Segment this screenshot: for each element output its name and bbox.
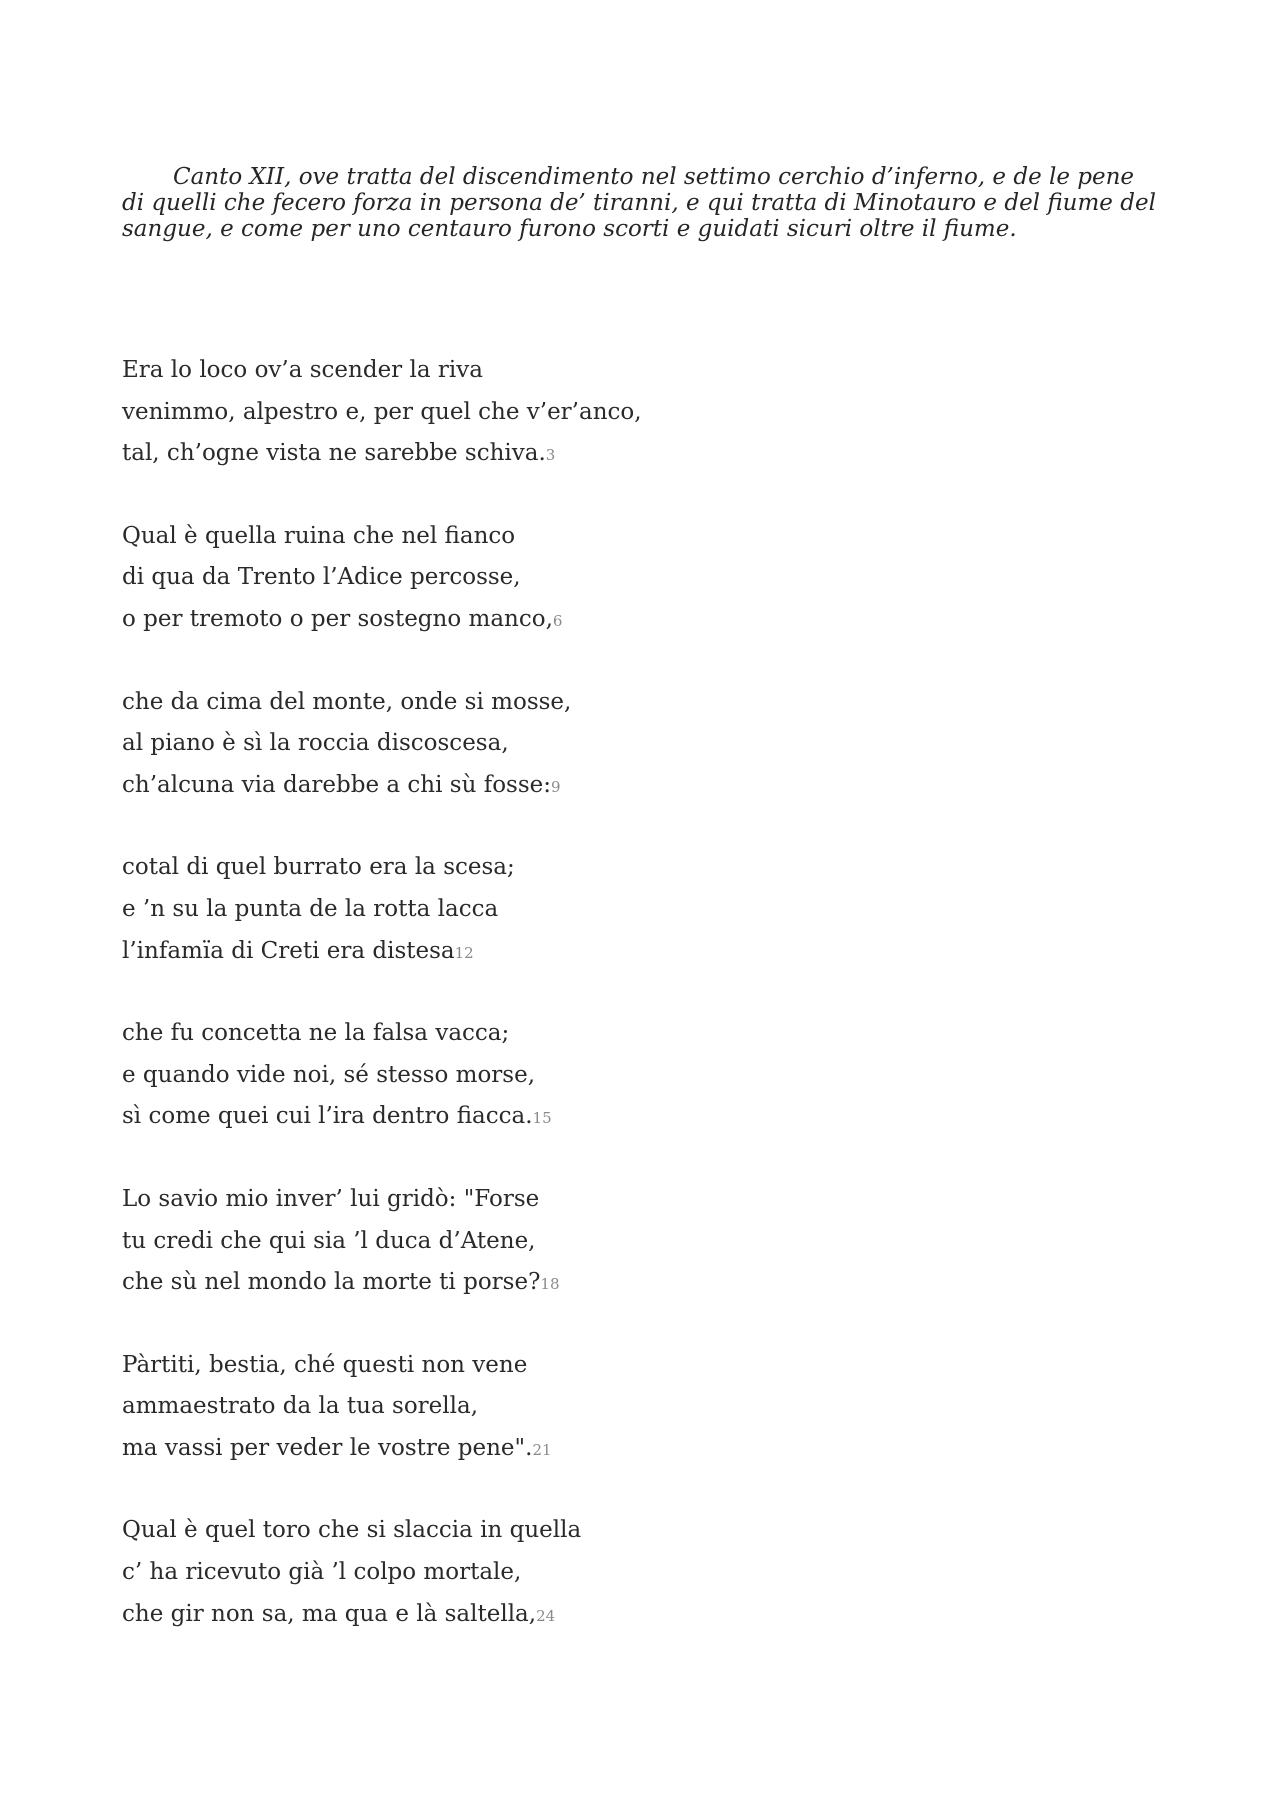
- verse-line: [122, 847, 1022, 889]
- verse-text: che gir non sa, ma qua e là saltella,: [122, 1600, 537, 1627]
- verse-line: [122, 350, 1022, 392]
- verse-text: tal, ch’ogne vista ne sarebbe schiva.: [122, 440, 546, 467]
- line-number: 3: [545, 446, 556, 465]
- verse-line: [122, 1221, 1022, 1263]
- verse-body: [122, 350, 1022, 1676]
- line-number: 21: [532, 1440, 552, 1459]
- verse-line: [122, 765, 1022, 807]
- verse-text: tu credi che qui sia ’l duca d’Atene,: [122, 1227, 536, 1254]
- verse-line: [122, 557, 1022, 599]
- verse-line: [122, 1594, 1022, 1636]
- verse-text: ch’alcuna via darebbe a chi sù fosse:: [122, 771, 552, 798]
- verse-text: che fu concetta ne la falsa vacca;: [122, 1020, 510, 1047]
- stanza: [122, 516, 1022, 641]
- verse-line: [122, 392, 1022, 434]
- verse-text: Lo savio mio inver’ lui gridò: "Forse: [122, 1185, 540, 1212]
- verse-line: [122, 1179, 1022, 1221]
- stanza: [122, 350, 1022, 475]
- verse-line: [122, 599, 1022, 641]
- line-number: 12: [454, 943, 474, 962]
- verse-line: [122, 1055, 1022, 1097]
- verse-line: [122, 1013, 1022, 1055]
- verse-line: [122, 1262, 1022, 1304]
- verse-text: ammaestrato da la tua sorella,: [122, 1393, 479, 1420]
- stanza: [122, 682, 1022, 807]
- verse-text: cotal di quel burrato era la scesa;: [122, 854, 515, 881]
- verse-text: di qua da Trento l’Adice percosse,: [122, 564, 521, 591]
- stanza: [122, 1013, 1022, 1138]
- verse-text: Pàrtiti, bestia, ché questi non vene: [122, 1351, 528, 1378]
- verse-text: sì come quei cui l’ira dentro fiacca.: [122, 1103, 533, 1130]
- line-number: 15: [532, 1109, 552, 1128]
- verse-text: Era lo loco ov’a scender la riva: [122, 357, 483, 383]
- verse-line: [122, 1096, 1022, 1138]
- verse-text: venimmo, alpestro e, per quel che v’er’anco,: [122, 398, 642, 425]
- verse-text: Qual è quella ruina che nel fianco: [122, 522, 516, 549]
- verse-line: [122, 723, 1022, 765]
- verse-line: [122, 931, 1022, 973]
- verse-line: [122, 1510, 1022, 1552]
- verse-line: [122, 889, 1022, 931]
- verse-line: [122, 682, 1022, 724]
- line-number: 24: [536, 1606, 556, 1625]
- stanza: [122, 1345, 1022, 1470]
- verse-text: al piano è sì la roccia discoscesa,: [122, 730, 509, 757]
- verse-line: [122, 1552, 1022, 1594]
- verse-text: o per tremoto o per sostegno manco,: [122, 605, 553, 632]
- stanza: [122, 1510, 1022, 1635]
- line-number: 18: [540, 1275, 560, 1294]
- verse-text: l’infamïa di Creti era distesa: [122, 937, 455, 964]
- verse-line: [122, 516, 1022, 558]
- verse-line: [122, 1386, 1022, 1428]
- line-number: 9: [551, 777, 561, 796]
- verse-text: che da cima del monte, onde si mosse,: [122, 688, 572, 715]
- canto-heading: Canto XII, ove tratta del discendimento nel settimo cerchio d’inferno, e de le pene di quelli che fecero forza in persona de’ tiranni, e qui tratta di Minotauro e del fiume del sangue, e come per uno centauro furono scorti e guidati sicuri oltre il fiume.: [122, 164, 1156, 242]
- stanza: [122, 847, 1022, 972]
- verse-line: [122, 1345, 1022, 1387]
- verse-text: e ’n su la punta de la rotta lacca: [122, 895, 499, 922]
- verse-text: che sù nel mondo la morte ti porse?: [122, 1269, 541, 1296]
- line-number: 6: [552, 611, 563, 630]
- verse-text: Qual è quel toro che si slaccia in quella: [122, 1517, 582, 1544]
- verse-line: [122, 1428, 1022, 1470]
- stanza: [122, 1179, 1022, 1304]
- verse-text: ma vassi per veder le vostre pene".: [122, 1434, 533, 1461]
- verse-text: e quando vide noi, sé stesso morse,: [122, 1061, 536, 1088]
- verse-text: c’ ha ricevuto già ’l colpo mortale,: [122, 1559, 522, 1586]
- verse-line: [122, 433, 1022, 475]
